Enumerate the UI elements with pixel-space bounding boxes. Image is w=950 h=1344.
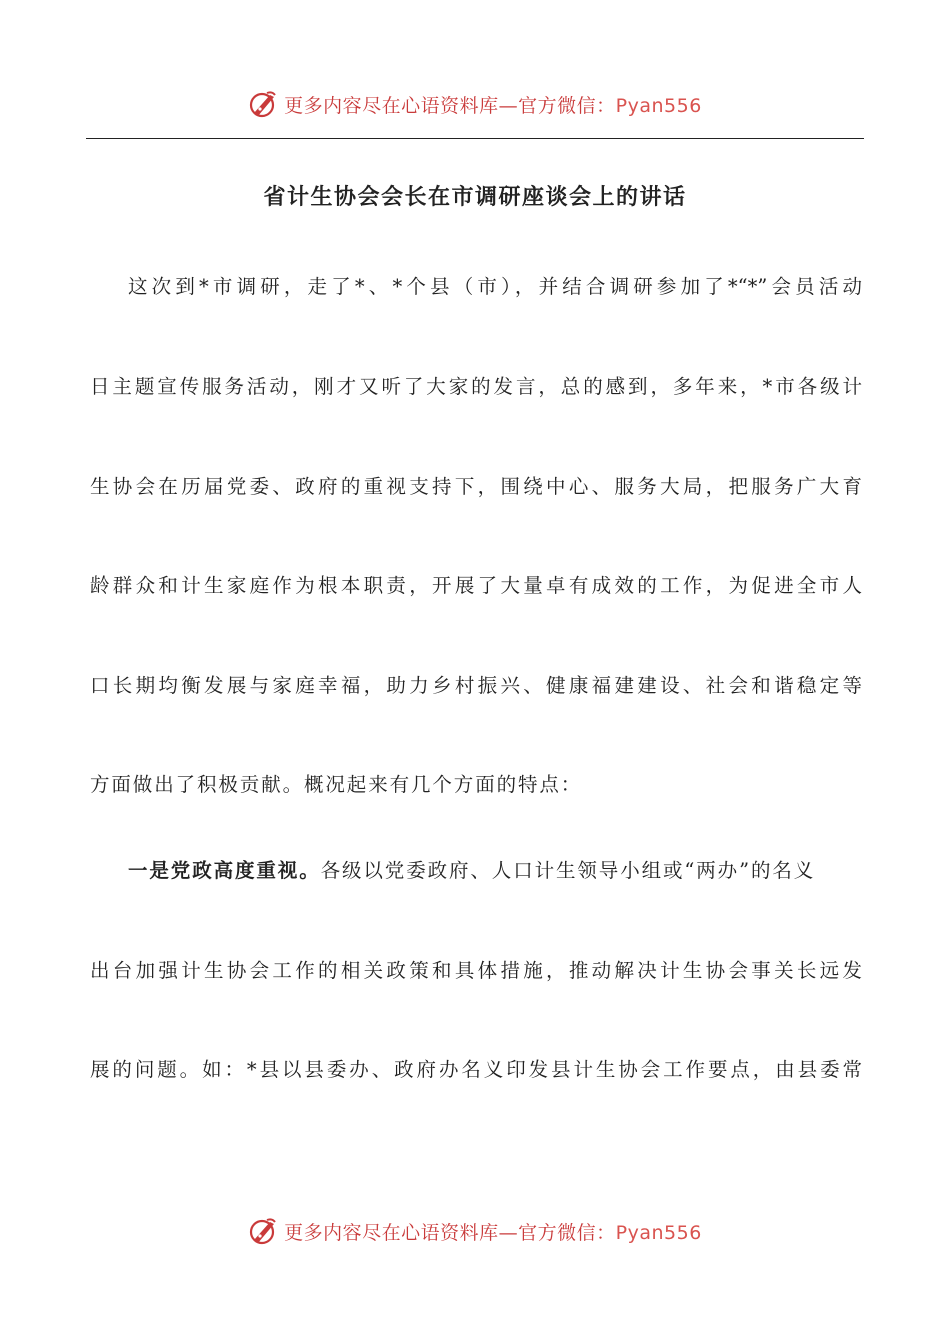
pen-nib-circle-icon [248, 89, 278, 119]
pen-nib-circle-icon [248, 1216, 278, 1246]
paragraph-line: 龄群众和计生家庭作为根本职责，开展了大量卓有成效的工作，为促进全市人 [90, 574, 862, 597]
header-banner [0, 82, 950, 126]
banner-text: 更多内容尽在心语资料库—官方微信：Pyan556 [284, 1221, 702, 1244]
footer-banner [0, 1209, 950, 1253]
paragraph-line: 口长期均衡发展与家庭幸福，助力乡村振兴、健康福建建设、社会和谐稳定等 [90, 674, 862, 697]
paragraph-line: 生协会在历届党委、政府的重视支持下，围绕中心、服务大局，把服务广大育 [90, 475, 862, 498]
paragraph-line: 出台加强计生协会工作的相关政策和具体措施，推动解决计生协会事关长远发 [90, 959, 862, 982]
paragraph-line: 展的问题。如：*县以县委办、政府办名义印发县计生协会工作要点，由县委常 [90, 1058, 862, 1081]
paragraph-line: 日主题宣传服务活动，刚才又听了大家的发言，总的感到，多年来，*市各级计 [90, 375, 862, 398]
header-rule [86, 138, 864, 139]
paragraph-line: 这次到*市调研，走了*、*个县（市），并结合调研参加了*“*”会员活动 [128, 275, 862, 298]
page-title: 省计生协会会长在市调研座谈会上的讲话 [263, 185, 687, 210]
paragraph-line: 方面做出了积极贡献。概况起来有几个方面的特点： [90, 773, 583, 796]
bold-lead: 一是党政高度重视。 [128, 859, 321, 882]
wechat-id: Pyan556 [615, 1221, 702, 1244]
wechat-id: Pyan556 [615, 94, 702, 117]
paragraph-line: 一是党政高度重视。各级以党委政府、人口计生领导小组或“两办”的名义 [128, 859, 816, 882]
banner-text: 更多内容尽在心语资料库—官方微信：Pyan556 [284, 94, 702, 117]
